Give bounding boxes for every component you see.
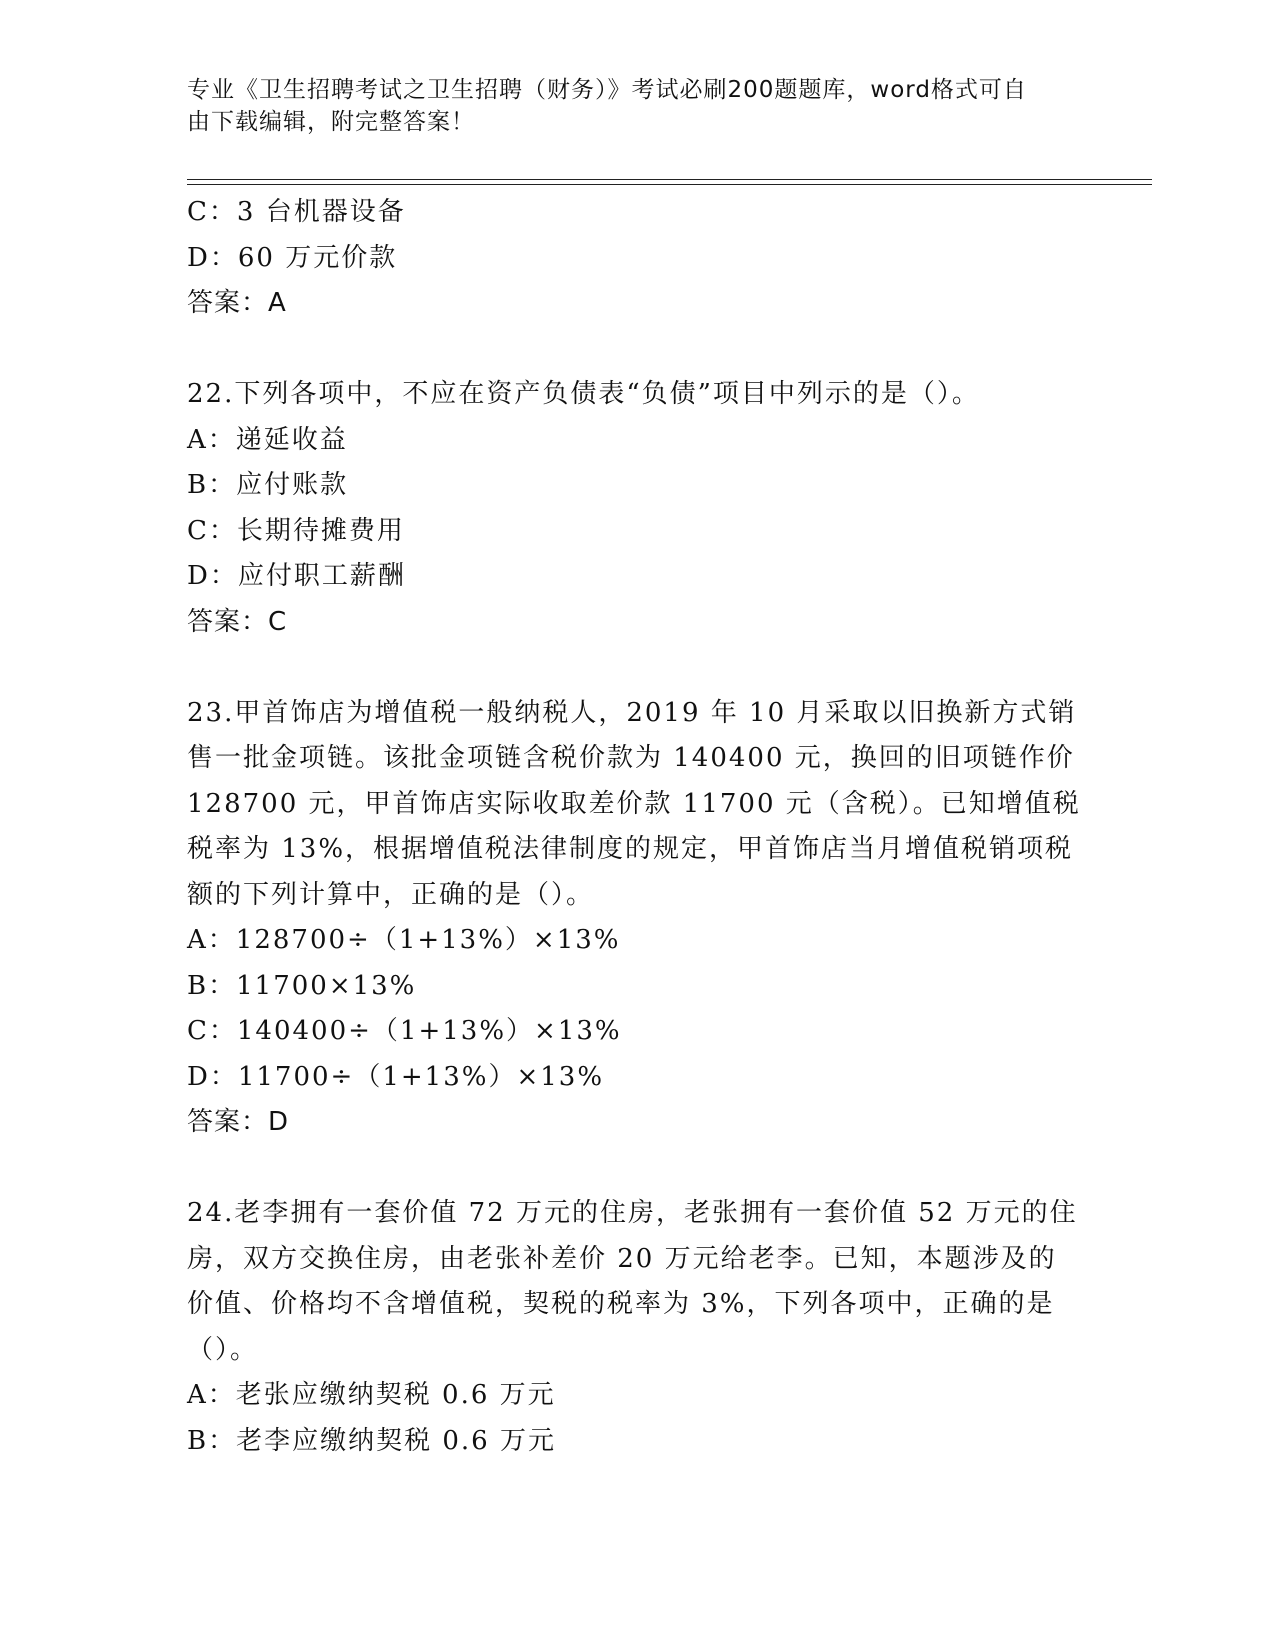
question-stem-line: 税率为 13%，根据增值税法律制度的规定，甲首饰店当月增值税销项税 — [187, 834, 1074, 864]
spacer — [187, 327, 1087, 373]
question-stem-line: 23.甲首饰店为增值税一般纳税人，2019 年 10 月采取以旧换新方式销 — [187, 697, 1077, 728]
spacer — [187, 645, 1087, 691]
document-body — [187, 190, 1087, 1464]
question-stem-line: 售一批金项链。该批金项链含税价款为 140400 元，换回的旧项链作价 — [187, 743, 1075, 773]
option-d: D：60 万元价款 — [187, 242, 398, 273]
answer-line: 答案：A — [187, 288, 287, 318]
question-stem-line: （）。 — [187, 1334, 259, 1365]
option-d: D：11700÷（1+13%）×13% — [187, 1061, 605, 1092]
option-a: A：128700÷（1+13%）×13% — [187, 925, 621, 955]
question-22 — [187, 372, 1087, 645]
question-stem-line: 额的下列计算中，正确的是（）。 — [187, 879, 595, 910]
question-23 — [187, 691, 1087, 1146]
spacer — [187, 1146, 1087, 1192]
header-divider-top — [187, 179, 1152, 180]
option-a: A：递延收益 — [187, 424, 348, 455]
option-b: B：11700×13% — [187, 970, 417, 1001]
option-b: B：应付账款 — [187, 470, 349, 500]
header-line-2: 由下载编辑，附完整答案！ — [187, 109, 475, 135]
question-stem-line: 房，双方交换住房，由老张补差价 20 万元给老李。已知，本题涉及的 — [187, 1243, 1057, 1274]
option-a: A：老张应缴纳契税 0.6 万元 — [187, 1380, 556, 1410]
option-c: C：3 台机器设备 — [187, 197, 406, 227]
question-stem-line: 128700 元，甲首饰店实际收取差价款 11700 元（含税）。已知增值税 — [187, 788, 1081, 819]
header-line-1: 专业《卫生招聘考试之卫生招聘（财务）》考试必刷200题题库，word格式可自 — [187, 77, 1027, 103]
option-c: C：长期待摊费用 — [187, 515, 405, 546]
answer-line: 答案：D — [187, 1107, 290, 1137]
question-24 — [187, 1191, 1087, 1464]
option-b: B：老李应缴纳契税 0.6 万元 — [187, 1425, 556, 1456]
question-stem-line: 24.老李拥有一套价值 72 万元的住房，老张拥有一套价值 52 万元的住 — [187, 1198, 1078, 1228]
document-header — [187, 74, 1067, 138]
header-divider-bottom — [187, 184, 1152, 185]
option-d: D：应付职工薪酬 — [187, 561, 406, 591]
question-stem: 22.下列各项中，不应在资产负债表“负债”项目中列示的是（）。 — [187, 379, 980, 409]
question-stem-line: 价值、价格均不含增值税，契税的税率为 3%，下列各项中，正确的是 — [187, 1289, 1055, 1319]
question-21-tail — [187, 190, 1087, 327]
option-c: C：140400÷（1+13%）×13% — [187, 1016, 622, 1046]
answer-line: 答案：C — [187, 606, 288, 637]
